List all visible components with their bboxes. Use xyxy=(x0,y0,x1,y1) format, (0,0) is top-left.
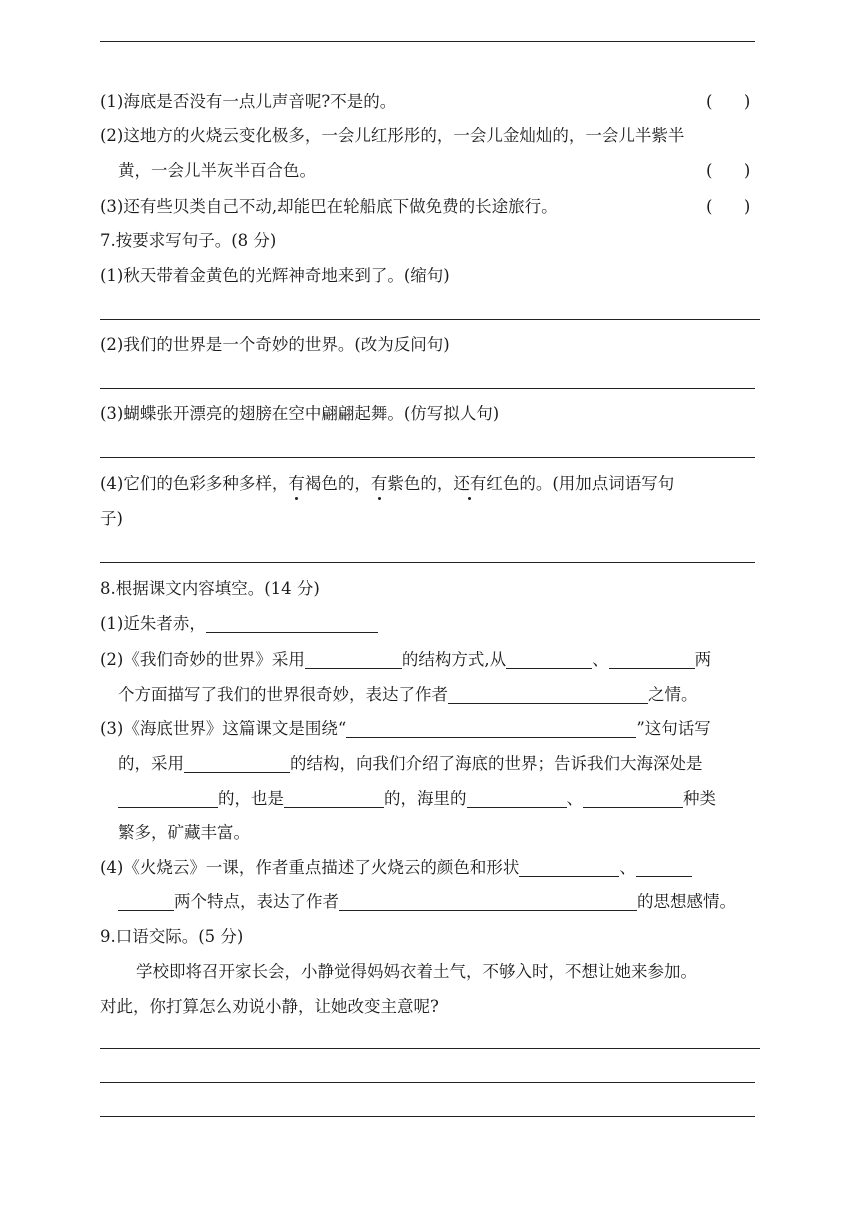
q8-line-3 xyxy=(118,684,698,706)
q7-sentence-4-cont: 子) xyxy=(100,509,123,528)
q8-blank-2[interactable] xyxy=(305,650,402,669)
q7-s4-dotted-word-3: 还有 xyxy=(453,474,487,493)
q6-item-3: (3)还有些贝类自己不动,却能巴在轮船底下做免费的长途旅行。 xyxy=(100,197,558,216)
q8-blank-11[interactable] xyxy=(583,789,683,808)
q6-item-1: (1)海底是否没有一点儿声音呢?不是的。 xyxy=(100,92,397,111)
q8-l2-text-d: 两 xyxy=(694,650,712,669)
q8-l8-text-b: 、 xyxy=(619,858,636,877)
top-rule xyxy=(100,41,755,42)
q8-l3-text-a: 个方面描写了我们的世界很奇妙，表达了作者 xyxy=(118,685,448,704)
q7-s4-part-3: 紫色的， xyxy=(387,474,454,493)
q8-blank-5[interactable] xyxy=(448,685,648,704)
q8-l2-text-c: 、 xyxy=(592,650,609,669)
q8-blank-4[interactable] xyxy=(609,650,695,669)
q8-l9-text-a: 两个特点，表达了作者 xyxy=(174,892,339,911)
q8-line-7: 繁多，矿藏丰富。 xyxy=(118,823,250,842)
q6-answer-paren-3[interactable]: ( ) xyxy=(706,197,751,216)
q9-answer-line-3[interactable] xyxy=(100,1116,755,1117)
q7-title: 7.按要求写句子。(8 分) xyxy=(100,231,277,250)
q6-answer-paren-2[interactable]: ( ) xyxy=(706,161,751,180)
q8-blank-9[interactable] xyxy=(284,789,384,808)
q8-line-5 xyxy=(118,753,703,775)
q9-answer-line-1[interactable] xyxy=(100,1048,760,1049)
q7-sentence-3: (3)蝴蝶张开漂亮的翅膀在空中翩翩起舞。(仿写拟人句) xyxy=(100,404,500,423)
q8-l6-text-d: 种类 xyxy=(683,789,716,808)
q7-sentence-2: (2)我们的世界是一个奇妙的世界。(改为反问句) xyxy=(100,335,450,354)
q8-line-6 xyxy=(118,788,716,810)
q8-line-9 xyxy=(118,891,736,913)
q8-l4-text-a: (3)《海底世界》这篇课文是围绕“ xyxy=(100,719,347,738)
q8-line-4 xyxy=(100,718,711,740)
q7-sentence-4 xyxy=(100,473,674,495)
q8-l1-text: (1)近朱者赤， xyxy=(100,614,206,633)
q8-l9-text-b: 的思想感情。 xyxy=(637,892,736,911)
q8-blank-14[interactable] xyxy=(339,892,637,911)
q8-l4-text-b: ”这句话写 xyxy=(636,719,711,738)
q7-answer-line-1[interactable] xyxy=(100,319,760,320)
q9-answer-line-2[interactable] xyxy=(100,1082,755,1083)
q9-title: 9.口语交际。(5 分) xyxy=(100,927,244,946)
q8-title: 8.根据课文内容填空。(14 分) xyxy=(100,579,320,598)
q8-l8-text-a: (4)《火烧云》一课，作者重点描述了火烧云的颜色和形状 xyxy=(100,858,520,877)
q8-l6-text-a: 的，也是 xyxy=(218,789,284,808)
q8-blank-3[interactable] xyxy=(506,650,592,669)
q7-s4-dotted-word-2: 有 xyxy=(370,474,388,493)
q7-s4-part-2: 褐色的， xyxy=(304,474,371,493)
q8-l6-text-b: 的，海里的 xyxy=(384,789,467,808)
q9-paragraph-2: 对此，你打算怎么劝说小静，让她改变主意呢? xyxy=(100,997,439,1016)
q7-sentence-1: (1)秋天带着金黄色的光辉神奇地来到了。(缩句) xyxy=(100,266,450,285)
q7-answer-line-2[interactable] xyxy=(100,388,755,389)
q6-item-2: (2)这地方的火烧云变化极多，一会儿红彤彤的，一会儿金灿灿的，一会儿半紫半 xyxy=(100,126,685,145)
q7-s4-part-1: (4)它们的色彩多种多样， xyxy=(100,474,289,493)
q8-l2-text-a: (2)《我们奇妙的世界》采用 xyxy=(100,650,305,669)
q7-s4-part-4: 红色的。(用加点词语写句 xyxy=(486,474,675,493)
q7-s4-dotted-word-1: 有 xyxy=(288,474,305,493)
q8-l2-text-b: 的结构方式,从 xyxy=(401,650,507,669)
q8-line-8 xyxy=(100,857,692,879)
q8-l5-text-b: 的结构，向我们介绍了海底的世界；告诉我们大海深处是 xyxy=(290,754,703,773)
q8-blank-13-cont[interactable] xyxy=(118,892,174,911)
q8-l6-text-c: 、 xyxy=(566,789,583,808)
q8-l5-text-a: 的，采用 xyxy=(118,754,184,773)
q8-blank-13[interactable] xyxy=(636,858,692,877)
q8-blank-6[interactable] xyxy=(346,719,636,738)
q8-blank-10[interactable] xyxy=(467,789,567,808)
q8-line-2 xyxy=(100,649,711,671)
q7-answer-line-4[interactable] xyxy=(100,562,755,563)
q8-blank-7[interactable] xyxy=(184,754,290,773)
q8-blank-8[interactable] xyxy=(118,789,218,808)
q6-answer-paren-1[interactable]: ( ) xyxy=(706,92,751,111)
q6-item-2-cont: 黄，一会儿半灰半百合色。 xyxy=(118,161,316,180)
q7-answer-line-3[interactable] xyxy=(100,457,755,458)
q8-blank-12[interactable] xyxy=(519,858,619,877)
q8-blank-1[interactable] xyxy=(206,614,378,633)
q8-l3-text-b: 之情。 xyxy=(648,685,698,704)
q8-line-1 xyxy=(100,613,378,635)
q9-paragraph-1: 学校即将召开家长会，小静觉得妈妈衣着土气，不够入时，不想让她来参加。 xyxy=(136,962,697,981)
